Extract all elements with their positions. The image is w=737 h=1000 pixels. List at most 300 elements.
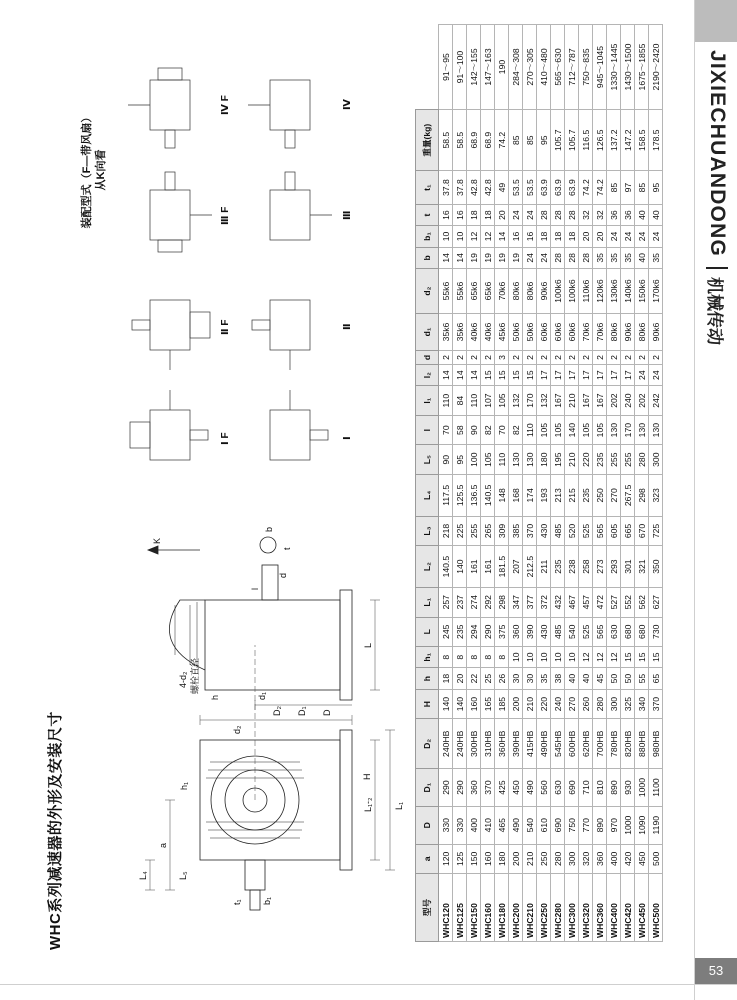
model-cell: WHC280 (551, 874, 565, 942)
table-header-cell: L₁ (416, 587, 439, 617)
table-header-cell: h₁ (416, 647, 439, 668)
table-cell: 8 (467, 647, 481, 668)
table-cell: 120k6 (593, 269, 607, 314)
table-cell: 545HB (551, 719, 565, 769)
table-cell: 2 (481, 350, 495, 364)
table-cell: 360 (467, 769, 481, 807)
table-row (649, 25, 663, 942)
table-cell: 148 (495, 474, 509, 516)
model-cell: WHC320 (579, 874, 593, 942)
table-cell: 620HB (579, 719, 593, 769)
table-cell: 2 (453, 350, 467, 364)
table-cell: 290 (481, 617, 495, 647)
table-cell: 425 (495, 769, 509, 807)
table-cell: 15 (509, 364, 523, 385)
table-cell: 24 (523, 204, 537, 225)
table-cell: 168 (509, 474, 523, 516)
table-cell: 63.9 (537, 171, 551, 205)
table-cell: 130 (523, 445, 537, 475)
table-cell: 190 (495, 25, 509, 110)
table-cell: 165 (481, 689, 495, 719)
table-cell: 2 (509, 350, 523, 364)
table-cell: 90 (467, 415, 481, 445)
table-cell: 690 (565, 769, 579, 807)
table-cell: 35 (593, 247, 607, 268)
table-cell: 400 (607, 844, 621, 874)
table-cell: 53.5 (509, 171, 523, 205)
table-cell: 19 (509, 247, 523, 268)
table-cell: 284～308 (509, 25, 523, 110)
model-cell: WHC300 (565, 874, 579, 942)
table-cell: 250 (593, 474, 607, 516)
model-cell: WHC125 (453, 874, 467, 942)
table-cell: 24 (523, 247, 537, 268)
table-cell: 630 (607, 617, 621, 647)
dim-label-d-dia: D (322, 709, 332, 716)
table-cell: 60k6 (551, 314, 565, 351)
table-header-cell: d₁ (416, 314, 439, 351)
table-cell: 20 (453, 668, 467, 689)
table-cell: 147.2 (621, 110, 635, 171)
table-cell: 68.9 (481, 110, 495, 171)
table-cell: 565 (593, 617, 607, 647)
table-cell: 490 (509, 806, 523, 844)
table-cell: 14 (495, 226, 509, 247)
table-cell: 270～305 (523, 25, 537, 110)
table-cell: 3 (495, 350, 509, 364)
table-cell: 377 (523, 587, 537, 617)
table-cell: 28 (551, 204, 565, 225)
table-cell: 63.9 (565, 171, 579, 205)
table-cell: 17 (607, 364, 621, 385)
table-cell: 40 (635, 204, 649, 225)
table-cell: 16 (439, 204, 453, 225)
table-cell: 136.5 (467, 474, 481, 516)
install-forms (80, 60, 380, 480)
table-row (523, 25, 537, 942)
table-cell: 150k6 (635, 269, 649, 314)
reducer-drawing (90, 510, 410, 930)
table-cell: 130k6 (607, 269, 621, 314)
table-cell: 2190～2420 (649, 25, 663, 110)
table-cell: 90 (439, 445, 453, 475)
table-cell: 10 (453, 226, 467, 247)
table-cell: 63.9 (551, 171, 565, 205)
table-cell: 35k6 (453, 314, 467, 351)
install-forms-svg (120, 60, 360, 480)
table-cell: 525 (579, 516, 593, 546)
table-row (453, 25, 467, 942)
page-number: 53 (695, 958, 737, 984)
rotated-content (20, 10, 690, 950)
table-cell: 1190 (649, 806, 663, 844)
table-cell: 500 (649, 844, 663, 874)
table-cell: 40 (565, 668, 579, 689)
table-cell: 309 (495, 516, 509, 546)
table-cell: 40 (649, 204, 663, 225)
table-cell: 167 (593, 386, 607, 416)
table-cell: 360 (593, 844, 607, 874)
table-header-cell: D₁ (416, 769, 439, 807)
table-cell: 90k6 (537, 269, 551, 314)
table-row (621, 25, 635, 942)
table-cell: 15 (621, 647, 635, 668)
table-cell: 202 (607, 386, 621, 416)
table-cell: 1000 (621, 806, 635, 844)
table-cell: 12 (593, 647, 607, 668)
model-cell: WHC250 (537, 874, 551, 942)
table-header-cell: l₂ (416, 364, 439, 385)
table-header-cell: t (416, 204, 439, 225)
dim-label-l5: L₅ (178, 871, 188, 880)
table-header-cell: 型号 (416, 874, 439, 942)
table-cell: 82 (509, 415, 523, 445)
table-row (579, 25, 593, 942)
table-cell: 74.2 (579, 171, 593, 205)
table-cell: 370 (649, 689, 663, 719)
table-cell: 300 (649, 445, 663, 475)
table-cell: 14 (439, 364, 453, 385)
table-cell: 140k6 (621, 269, 635, 314)
table-cell: 50k6 (509, 314, 523, 351)
table-cell: 85 (607, 171, 621, 205)
table-cell: 55k6 (439, 269, 453, 314)
table-cell: 95 (537, 110, 551, 171)
table-cell: 20 (495, 204, 509, 225)
table-cell: 167 (551, 386, 565, 416)
dim-label-l1: L₁ (394, 801, 404, 810)
form-1f-sketch (130, 390, 208, 460)
table-cell: 490HB (537, 719, 551, 769)
table-cell: 400 (467, 806, 481, 844)
table-cell: 235 (551, 546, 565, 588)
model-cell: WHC180 (495, 874, 509, 942)
table-cell: 193 (537, 474, 551, 516)
table-cell: 255 (621, 445, 635, 475)
dim-label-h-small: h (210, 694, 220, 700)
table-row (635, 25, 649, 942)
dimension-table-wrap (415, 24, 663, 942)
table-cell: 211 (537, 546, 551, 588)
view-arrowhead (148, 546, 158, 554)
table-cell: 105 (593, 415, 607, 445)
table-cell: 8 (453, 647, 467, 668)
form-label-3f: Ⅲ F (220, 206, 231, 225)
table-cell: 712～787 (565, 25, 579, 110)
table-cell: 2 (621, 350, 635, 364)
table-cell: 40 (635, 247, 649, 268)
table-cell: 610 (537, 806, 551, 844)
table-cell: 390 (523, 617, 537, 647)
form-1-sketch (270, 390, 328, 460)
table-cell: 1090 (635, 806, 649, 844)
side-band (695, 0, 737, 1000)
table-cell: 290 (453, 769, 467, 807)
table-cell: 370 (481, 769, 495, 807)
table-cell: 270 (607, 474, 621, 516)
table-cell: 210 (523, 844, 537, 874)
table-cell: 280 (551, 844, 565, 874)
model-cell: WHC120 (439, 874, 453, 942)
table-cell: 24 (509, 204, 523, 225)
table-cell: 45k6 (495, 314, 509, 351)
table-cell: 290 (439, 769, 453, 807)
table-cell: 14 (453, 364, 467, 385)
table-cell: 270 (565, 689, 579, 719)
table-cell: 125 (453, 844, 467, 874)
brand-vertical (701, 50, 733, 590)
table-cell: 665 (621, 516, 635, 546)
dim-label-d2: d₂ (232, 725, 242, 734)
dim-label-b1: b₁ (262, 896, 272, 905)
table-cell: 235 (453, 617, 467, 647)
table-cell: 238 (565, 546, 579, 588)
dimension-table (415, 24, 663, 942)
table-cell: 60k6 (565, 314, 579, 351)
table-cell: 17 (565, 364, 579, 385)
table-cell: 390HB (509, 719, 523, 769)
table-cell: 410～480 (537, 25, 551, 110)
install-title (80, 70, 108, 270)
dim-label-b: b (264, 526, 274, 532)
table-cell: 105 (579, 415, 593, 445)
table-cell: 1000 (635, 769, 649, 807)
table-cell: 310HB (481, 719, 495, 769)
form-2f-sketch (132, 300, 210, 370)
table-cell: 70k6 (579, 314, 593, 351)
table-cell: 410 (481, 806, 495, 844)
table-cell: 212.5 (523, 546, 537, 588)
table-cell: 347 (509, 587, 523, 617)
table-cell: 19 (467, 247, 481, 268)
table-cell: 1430～1500 (621, 25, 635, 110)
table-cell: 105 (481, 445, 495, 475)
table-cell: 520 (565, 516, 579, 546)
table-cell: 17 (579, 364, 593, 385)
table-cell: 360 (509, 617, 523, 647)
table-cell: 105 (495, 386, 509, 416)
table-cell: 472 (593, 587, 607, 617)
side-band-header-block (695, 0, 737, 42)
table-cell: 126.5 (593, 110, 607, 171)
table-cell: 527 (607, 587, 621, 617)
table-cell: 780HB (607, 719, 621, 769)
table-cell: 110 (495, 445, 509, 475)
table-cell: 465 (495, 806, 509, 844)
table-cell: 240 (551, 689, 565, 719)
table-header-cell: a (416, 844, 439, 874)
table-cell: 10 (509, 647, 523, 668)
table-cell: 140 (439, 689, 453, 719)
table-cell: 2 (551, 350, 565, 364)
table-cell: 110 (467, 386, 481, 416)
table-cell: 265 (481, 516, 495, 546)
table-cell: 132 (537, 386, 551, 416)
table-cell: 260 (579, 689, 593, 719)
table-cell: 120 (439, 844, 453, 874)
table-cell: 158.5 (635, 110, 649, 171)
table-cell: 105.7 (565, 110, 579, 171)
model-cell: WHC400 (607, 874, 621, 942)
table-cell: 257 (439, 587, 453, 617)
table-cell: 28 (579, 247, 593, 268)
table-cell: 630 (551, 769, 565, 807)
table-header-cell: h (416, 668, 439, 689)
table-cell: 680 (621, 617, 635, 647)
table-header-cell: L (416, 617, 439, 647)
table-cell: 100 (467, 445, 481, 475)
table-cell: 330 (439, 806, 453, 844)
table-cell: 42.8 (481, 171, 495, 205)
dim-label-d1-dia: D₁ (297, 706, 307, 716)
table-cell: 750 (565, 806, 579, 844)
table-cell: 340 (635, 689, 649, 719)
side-base (340, 590, 352, 700)
table-cell: 36 (621, 204, 635, 225)
table-cell: 85 (523, 110, 537, 171)
table-row (481, 25, 495, 942)
table-cell: 35 (607, 247, 621, 268)
brand-name-en: JIXIECHUANDONG (706, 50, 729, 257)
table-cell: 140 (565, 415, 579, 445)
form-4-sketch (248, 80, 310, 148)
dim-label-h1: h₁ (179, 781, 189, 790)
table-header-cell: H (416, 689, 439, 719)
table-row (495, 25, 509, 942)
form-label-4f: Ⅳ F (220, 95, 231, 115)
table-cell: 160 (467, 689, 481, 719)
table-cell: 84 (453, 386, 467, 416)
table-cell: 18 (467, 204, 481, 225)
table-cell: 17 (621, 364, 635, 385)
dim-label-l1-2: L₁-₂ (363, 797, 373, 812)
table-cell: 420 (621, 844, 635, 874)
bolt-note: 螺栓直径 (190, 657, 200, 694)
housing-front (200, 740, 340, 860)
table-cell: 200 (509, 689, 523, 719)
table-cell: 235 (593, 445, 607, 475)
model-cell: WHC160 (481, 874, 495, 942)
table-cell: 240HB (439, 719, 453, 769)
table-cell: 170 (523, 386, 537, 416)
table-cell: 680 (635, 617, 649, 647)
table-row (439, 25, 453, 942)
table-cell: 170k6 (649, 269, 663, 314)
dim-label-h: H (362, 773, 372, 780)
table-cell: 301 (621, 546, 635, 588)
table-cell: 10 (565, 647, 579, 668)
table-header-cell: L₂ (416, 546, 439, 588)
table-cell: 292 (481, 587, 495, 617)
table-cell: 100k6 (551, 269, 565, 314)
table-cell: 320 (579, 844, 593, 874)
table-cell: 36 (607, 204, 621, 225)
table-cell: 30 (523, 668, 537, 689)
table-cell: 240HB (453, 719, 467, 769)
table-cell: 210 (565, 445, 579, 475)
table-cell: 725 (649, 516, 663, 546)
table-cell: 298 (495, 587, 509, 617)
table-cell: 600HB (565, 719, 579, 769)
table-cell: 12 (579, 647, 593, 668)
table-row (551, 25, 565, 942)
model-cell: WHC210 (523, 874, 537, 942)
table-cell: 350 (649, 546, 663, 588)
table-cell: 24 (621, 226, 635, 247)
table-cell: 12 (481, 226, 495, 247)
table-cell: 24 (649, 364, 663, 385)
table-cell: 1100 (649, 769, 663, 807)
table-cell: 2 (523, 350, 537, 364)
table-row (593, 25, 607, 942)
table-cell: 16 (509, 226, 523, 247)
table-cell: 280 (593, 689, 607, 719)
table-cell: 70k6 (593, 314, 607, 351)
form-label-2: Ⅱ (342, 323, 353, 330)
table-cell: 85 (635, 171, 649, 205)
table-cell: 132 (509, 386, 523, 416)
table-cell: 37.8 (453, 171, 467, 205)
table-cell: 68.9 (467, 110, 481, 171)
table-cell: 525 (579, 617, 593, 647)
table-cell: 890 (593, 806, 607, 844)
table-cell: 65 (649, 668, 663, 689)
table-cell: 32 (593, 204, 607, 225)
table-cell: 74.2 (593, 171, 607, 205)
table-cell: 105 (551, 415, 565, 445)
table-cell: 24 (635, 364, 649, 385)
dim-label-d1: d₁ (257, 691, 267, 700)
table-cell: 15 (635, 647, 649, 668)
table-cell: 26 (495, 668, 509, 689)
table-cell: 18 (439, 668, 453, 689)
table-cell: 24 (607, 226, 621, 247)
table-cell: 14 (467, 364, 481, 385)
table-cell: 485 (551, 516, 565, 546)
table-cell: 250 (537, 844, 551, 874)
table-cell: 70 (495, 415, 509, 445)
table-cell: 627 (649, 587, 663, 617)
table-cell: 50 (621, 668, 635, 689)
table-cell: 65k6 (481, 269, 495, 314)
table-cell: 107 (481, 386, 495, 416)
table-cell: 700HB (593, 719, 607, 769)
table-cell: 300HB (467, 719, 481, 769)
table-cell: 85 (509, 110, 523, 171)
table-cell: 562 (635, 587, 649, 617)
table-cell: 14 (439, 247, 453, 268)
table-cell: 880HB (635, 719, 649, 769)
table-cell: 100k6 (565, 269, 579, 314)
table-cell: 30 (509, 668, 523, 689)
table-cell: 20 (593, 226, 607, 247)
table-cell: 25 (481, 668, 495, 689)
table-cell: 32 (579, 204, 593, 225)
table-cell: 181.5 (495, 546, 509, 588)
bottom-rule (0, 984, 737, 985)
table-cell: 105.7 (551, 110, 565, 171)
table-cell: 432 (551, 587, 565, 617)
table-cell: 8 (439, 647, 453, 668)
table-cell: 142～155 (467, 25, 481, 110)
table-row (537, 25, 551, 942)
dim-label-l-small: l (250, 588, 260, 590)
table-cell: 323 (649, 474, 663, 516)
table-cell: 60k6 (537, 314, 551, 351)
form-label-2f: Ⅱ F (220, 319, 231, 335)
table-cell: 110 (439, 386, 453, 416)
form-label-1: Ⅰ (342, 436, 353, 440)
